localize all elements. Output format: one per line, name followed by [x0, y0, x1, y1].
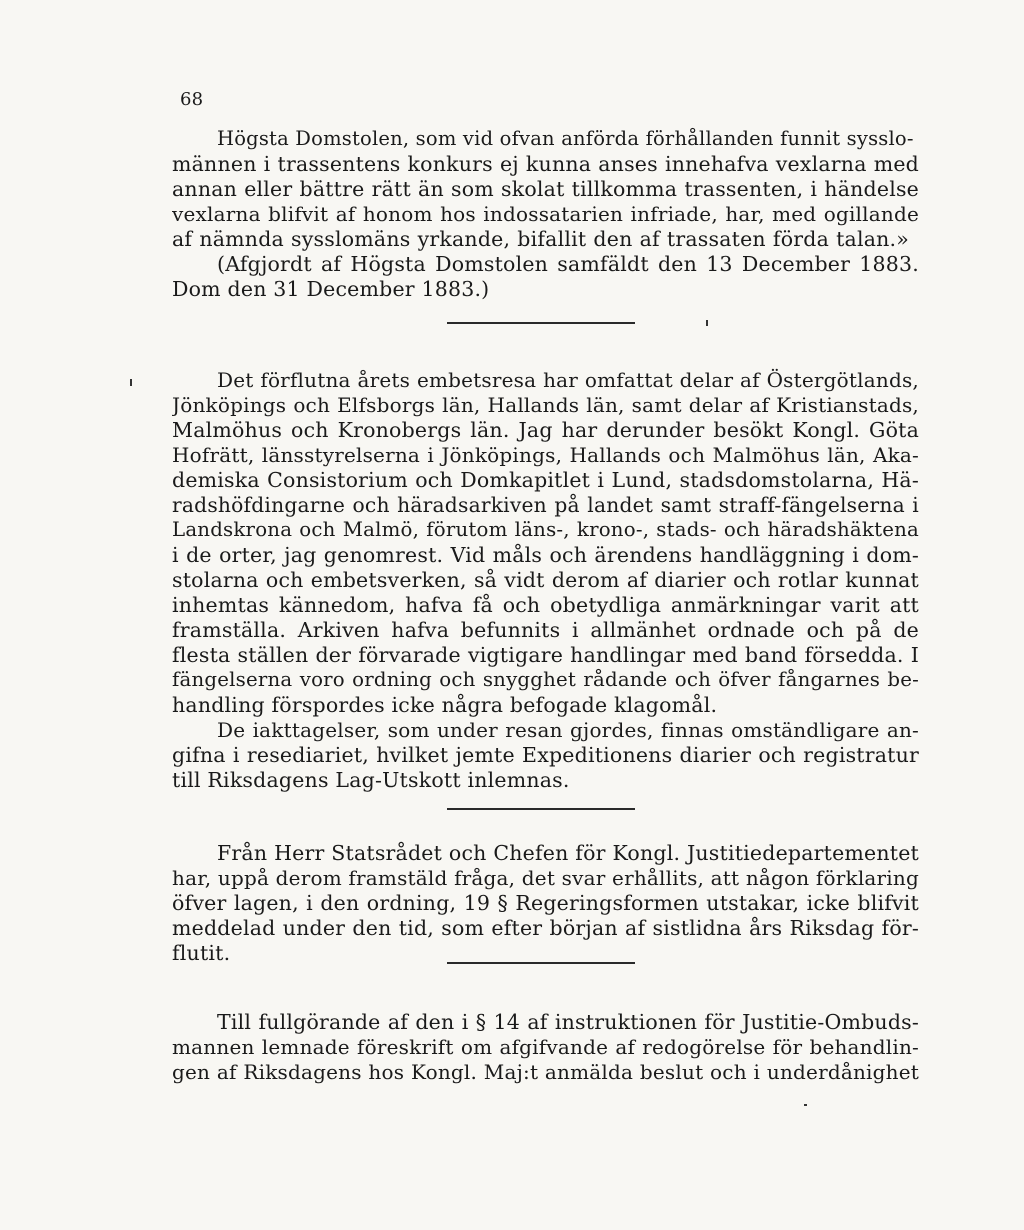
text-line: af nämnda sysslomäns yrkande, bifallit den af trassaten förda talan.» — [172, 227, 909, 251]
text-line: demiska Consistorium och Domkapitlet i Lund, stadsdomstolarna, Hä- — [172, 468, 919, 492]
text-line: meddelad under den tid, som efter början af sistlidna års Riksdag för- — [172, 916, 919, 940]
section-divider — [447, 962, 635, 964]
section-divider — [447, 808, 635, 810]
text-line: Dom den 31 December 1883.) — [172, 277, 490, 301]
text-line: inhemtas kännedom, hafva få och obetydliga anmärkningar varit att — [172, 593, 919, 617]
text-line: Landskrona och Malmö, förutom läns-, krono-, stads- och häradshäktena — [172, 518, 919, 541]
print-speck — [804, 1104, 807, 1106]
text-line: Högsta Domstolen, som vid ofvan anförda förhållanden funnit sysslo- — [217, 127, 914, 150]
text-line: Det förflutna årets embetsresa har omfattat delar af Östergötlands, — [217, 368, 919, 392]
text-line: flesta ställen der förvarade vigtigare handlingar med band försedda. I — [172, 643, 919, 667]
text-line: Hofrätt, länsstyrelserna i Jönköpings, Hallands och Malmöhus län, Aka- — [172, 443, 919, 467]
text-line: (Afgjordt af Högsta Domstolen samfäldt den 13 December 1883. — [217, 252, 919, 276]
text-line: stolarna och embetsverken, så vidt derom af diarier och rotlar kunnat — [172, 568, 919, 592]
text-line: annan eller bättre rätt än som skolat tillkomma trassenten, i händelse — [172, 177, 919, 201]
text-line: mannen lemnade föreskrift om afgifvande af redogörelse för behandlin- — [172, 1035, 919, 1059]
text-line: männen i trassentens konkurs ej kunna anses innehafva vexlarna med — [172, 152, 919, 176]
text-line: handling förspordes icke några befogade klagomål. — [172, 693, 718, 717]
text-line: flutit. — [172, 941, 231, 965]
print-speck — [130, 379, 132, 386]
text-line: har, uppå derom framstäld fråga, det svar erhållits, att någon förklaring — [172, 866, 919, 890]
section-divider — [447, 322, 635, 324]
text-line: till Riksdagens Lag-Utskott inlemnas. — [172, 768, 570, 792]
text-line: gen af Riksdagens hos Kongl. Maj:t anmälda beslut och i underdånighet — [172, 1060, 919, 1084]
page-number: 68 — [180, 89, 204, 110]
text-line: vexlarna blifvit af honom hos indossatarien infriade, har, med ogillande — [172, 202, 919, 226]
text-line: radshöfdingarne och häradsarkiven på landet samt straff-fängelserna i — [172, 493, 919, 517]
text-line: öfver lagen, i den ordning, 19 § Regeringsformen utstakar, icke blifvit — [172, 891, 919, 915]
text-line: Malmöhus och Kronobergs län. Jag har derunder besökt Kongl. Göta — [172, 418, 919, 442]
text-line: framställa. Arkiven hafva befunnits i allmänhet ordnade och på de — [172, 618, 919, 642]
text-line: Till fullgörande af den i § 14 af instruktionen för Justitie-Ombuds- — [217, 1010, 919, 1034]
print-speck — [706, 320, 708, 326]
text-line: Jönköpings och Elfsborgs län, Hallands län, samt delar af Kristianstads, — [172, 393, 919, 417]
text-line: fängelserna voro ordning och snygghet rådande och öfver fångarnes be- — [172, 668, 919, 691]
text-line: Från Herr Statsrådet och Chefen för Kongl. Justitiedepartementet — [217, 841, 919, 865]
text-line: De iakttagelser, som under resan gjordes, finnas omständligare an- — [217, 718, 919, 742]
text-line: i de orter, jag genomrest. Vid måls och ärendens handläggning i dom- — [172, 543, 919, 567]
text-line: gifna i resediariet, hvilket jemte Expeditionens diarier och registratur — [172, 743, 919, 767]
